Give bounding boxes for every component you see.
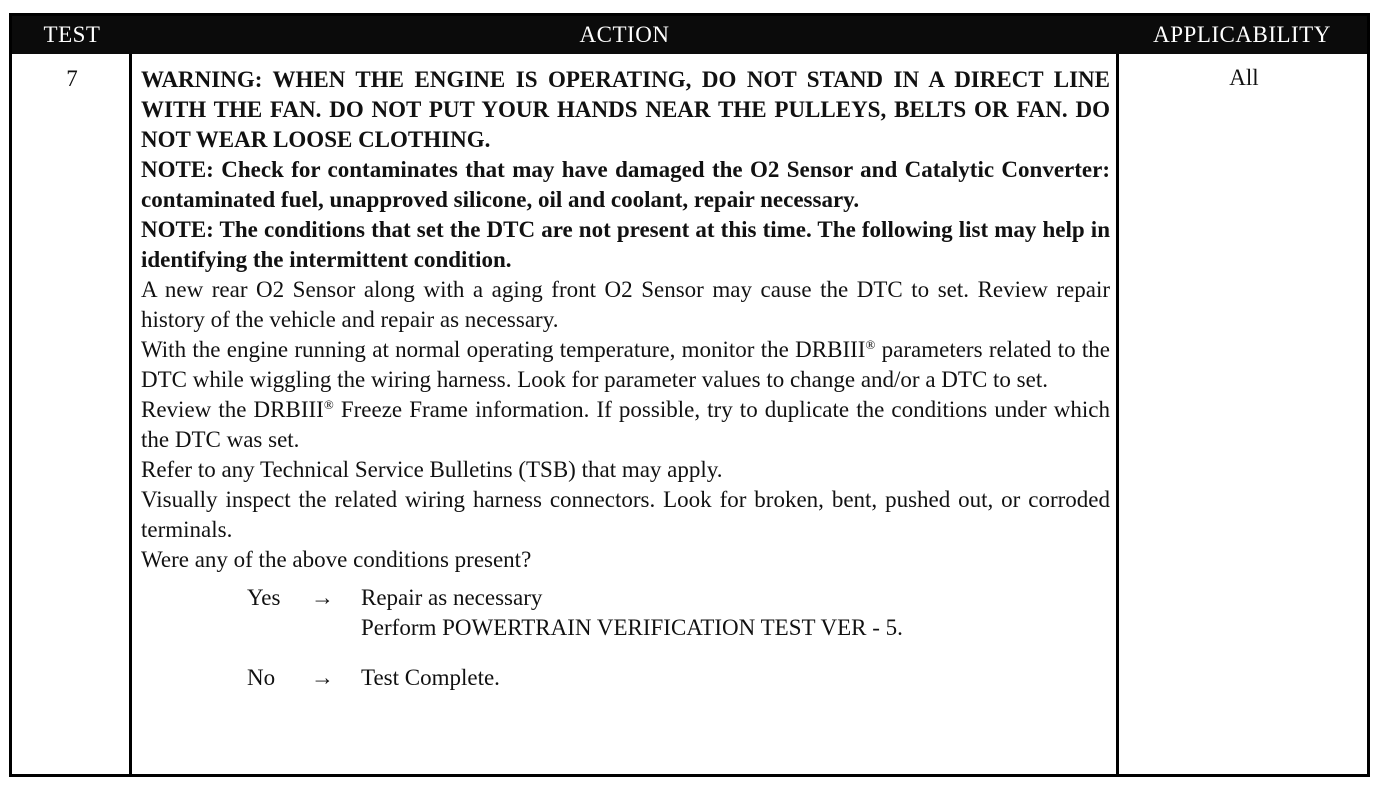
paragraph-freeze-text-a: Review the DRBIII <box>141 397 324 422</box>
column-divider <box>1116 54 1119 774</box>
column-divider <box>129 54 132 774</box>
no-result-line1: Test Complete. <box>361 665 500 690</box>
paragraph-monitor-text-b: parameters related to the DTC while wiggling the wiring harness. Look for parameter values to change and/or a DTC to set. <box>141 337 1111 392</box>
no-label: No <box>247 665 276 690</box>
response-yes <box>141 583 1110 613</box>
response-no <box>141 663 1110 693</box>
response-block <box>141 583 1110 693</box>
action-cell <box>141 65 1110 693</box>
paragraph-monitor-text-a: With the engine running at normal operating temperature, monitor the DRBIII <box>141 337 866 362</box>
registered-mark: ® <box>865 337 876 352</box>
yes-result-line2: Perform POWERTRAIN VERIFICATION TEST VER - 5. <box>361 615 903 640</box>
question-text: Were any of the above conditions present? <box>141 547 532 572</box>
yes-result-line1: Repair as necessary <box>361 585 543 610</box>
yes-label: Yes <box>247 585 281 610</box>
table-header <box>12 16 1367 54</box>
paragraph-freeze-text-b: Freeze Frame information. If possible, try to duplicate the conditions under which the DTC was set. <box>141 397 1110 452</box>
paragraph-o2-sensor: A new rear O2 Sensor along with a aging front O2 Sensor may cause the DTC to set. Review repair history of the vehicle and repair as necessary. <box>141 277 1110 332</box>
response-yes-continued <box>141 613 1110 643</box>
header-action: ACTION <box>579 22 670 47</box>
arrow-right-icon: → <box>311 665 334 690</box>
paragraph-inspect-connectors: Visually inspect the related wiring harness connectors. Look for broken, bent, pushed out, or corroded terminals. <box>141 487 1110 542</box>
note-conditions: NOTE: The conditions that set the DTC are not present at this time. The following list may help in identifying the intermittent condition. <box>141 217 1110 272</box>
paragraph-monitor-parameters <box>141 335 1110 395</box>
note-contaminates: NOTE: Check for contaminates that may have damaged the O2 Sensor and Catalytic Converter: contaminated fuel, unapproved silicone, oil and coolant, repair necessary. <box>141 157 1110 212</box>
registered-mark: ® <box>323 397 334 412</box>
applicability-value: All <box>1229 65 1259 90</box>
paragraph-freeze-frame <box>141 395 1110 455</box>
arrow-right-icon: → <box>311 585 334 610</box>
header-applicability: APPLICABILITY <box>1153 22 1331 47</box>
paragraph-tsb: Refer to any Technical Service Bulletins (TSB) that may apply. <box>141 457 723 482</box>
warning-text: WARNING: WHEN THE ENGINE IS OPERATING, DO NOT STAND IN A DIRECT LINE WITH THE FAN. DO NOT PUT YOUR HANDS NEAR THE PULLEYS, BELTS OR FAN. DO NOT WEAR LOOSE CLOTHING. <box>141 67 1110 152</box>
header-test: TEST <box>43 22 101 47</box>
diagnostic-test-table <box>9 13 1370 777</box>
test-number: 7 <box>66 66 78 91</box>
